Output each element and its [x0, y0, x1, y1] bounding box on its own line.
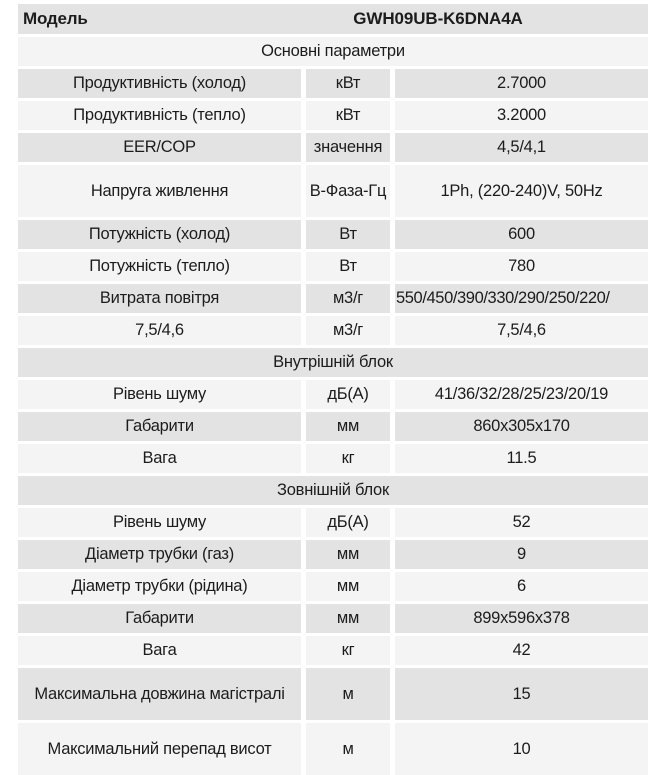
param-unit: Вт — [306, 252, 390, 281]
param-unit: мм — [306, 604, 390, 633]
param-name: Потужність (холод) — [18, 220, 301, 249]
model-label: Модель — [23, 9, 88, 28]
param-value: 42 — [395, 636, 648, 665]
param-name: Вага — [18, 444, 301, 473]
param-unit: Вт — [306, 220, 390, 249]
table-row — [18, 220, 648, 249]
section-title: Внутрішній блок — [18, 348, 648, 377]
param-value: 52 — [395, 508, 648, 537]
table-row — [18, 540, 648, 569]
param-value: 7,5/4,6 — [395, 316, 648, 345]
param-value — [395, 284, 648, 313]
table-row — [18, 133, 648, 162]
param-unit: м3/г — [306, 284, 390, 313]
param-unit: дБ(А) — [306, 380, 390, 409]
section-header-indoor — [18, 348, 648, 377]
param-value: 6 — [395, 572, 648, 601]
param-value: 41/36/32/28/25/23/20/19 — [395, 380, 648, 409]
table-row — [18, 316, 648, 345]
param-unit: дБ(А) — [306, 508, 390, 537]
param-value: 3.2000 — [395, 101, 648, 130]
specification-sheet — [0, 4, 666, 758]
param-name: Рівень шуму — [18, 508, 301, 537]
param-name: Габарити — [18, 412, 301, 441]
section-title: Зовнішній блок — [18, 476, 648, 505]
param-unit: кг — [306, 636, 390, 665]
param-value: 4,5/4,1 — [395, 133, 648, 162]
section-title: Основні параметри — [18, 37, 648, 66]
section-header-main — [18, 37, 648, 66]
param-unit: мм — [306, 572, 390, 601]
param-value: 1Ph, (220-240)V, 50Hz — [395, 165, 648, 217]
param-name: Продуктивність (тепло) — [18, 101, 301, 130]
table-row — [18, 444, 648, 473]
param-unit: значення — [306, 133, 390, 162]
param-value: 860x305x170 — [395, 412, 648, 441]
param-name: EER/COP — [18, 133, 301, 162]
table-row — [18, 668, 648, 720]
param-name: Габарити — [18, 604, 301, 633]
table-row — [18, 69, 648, 98]
table-row — [18, 380, 648, 409]
param-unit: м3/г — [306, 316, 390, 345]
section-header-outdoor — [18, 476, 648, 505]
param-name: Максимальна довжина магістралі — [18, 668, 301, 720]
param-value: 11.5 — [395, 444, 648, 473]
table-row — [18, 636, 648, 665]
table-row — [18, 101, 648, 130]
param-unit: кВт — [306, 101, 390, 130]
param-name: Діаметр трубки (газ) — [18, 540, 301, 569]
param-unit: м — [306, 723, 390, 775]
table-row — [18, 412, 648, 441]
table-row — [18, 165, 648, 217]
param-value: 2.7000 — [395, 69, 648, 98]
param-value: 600 — [395, 220, 648, 249]
param-unit: м — [306, 668, 390, 720]
param-name: Потужність (тепло) — [18, 252, 301, 281]
param-name: Максимальний перепад висот — [18, 723, 301, 775]
table-row — [18, 252, 648, 281]
param-name: 7,5/4,6 — [18, 316, 301, 345]
param-value: 15 — [395, 668, 648, 720]
table-row — [18, 284, 648, 313]
model-number: GWH09UB-K6DNA4A — [353, 9, 523, 28]
param-value: 899x596x378 — [395, 604, 648, 633]
param-unit: мм — [306, 540, 390, 569]
param-name: Напруга живлення — [18, 165, 301, 217]
param-unit: мм — [306, 412, 390, 441]
table-row — [18, 508, 648, 537]
param-unit: В-Фаза-Гц — [306, 165, 390, 217]
param-name: Продуктивність (холод) — [18, 69, 301, 98]
table-row — [18, 572, 648, 601]
table-row — [18, 723, 648, 775]
param-name: Витрата повітря — [18, 284, 301, 313]
model-header-row — [18, 4, 648, 34]
param-value-text: 550/450/390/330/290/250/220/ — [396, 289, 610, 308]
param-name: Вага — [18, 636, 301, 665]
param-name: Діаметр трубки (рідина) — [18, 572, 301, 601]
param-value: 780 — [395, 252, 648, 281]
param-value: 10 — [395, 723, 648, 775]
param-value: 9 — [395, 540, 648, 569]
table-row — [18, 604, 648, 633]
param-name: Рівень шуму — [18, 380, 301, 409]
param-unit: кг — [306, 444, 390, 473]
param-unit: кВт — [306, 69, 390, 98]
specification-table — [18, 37, 648, 775]
